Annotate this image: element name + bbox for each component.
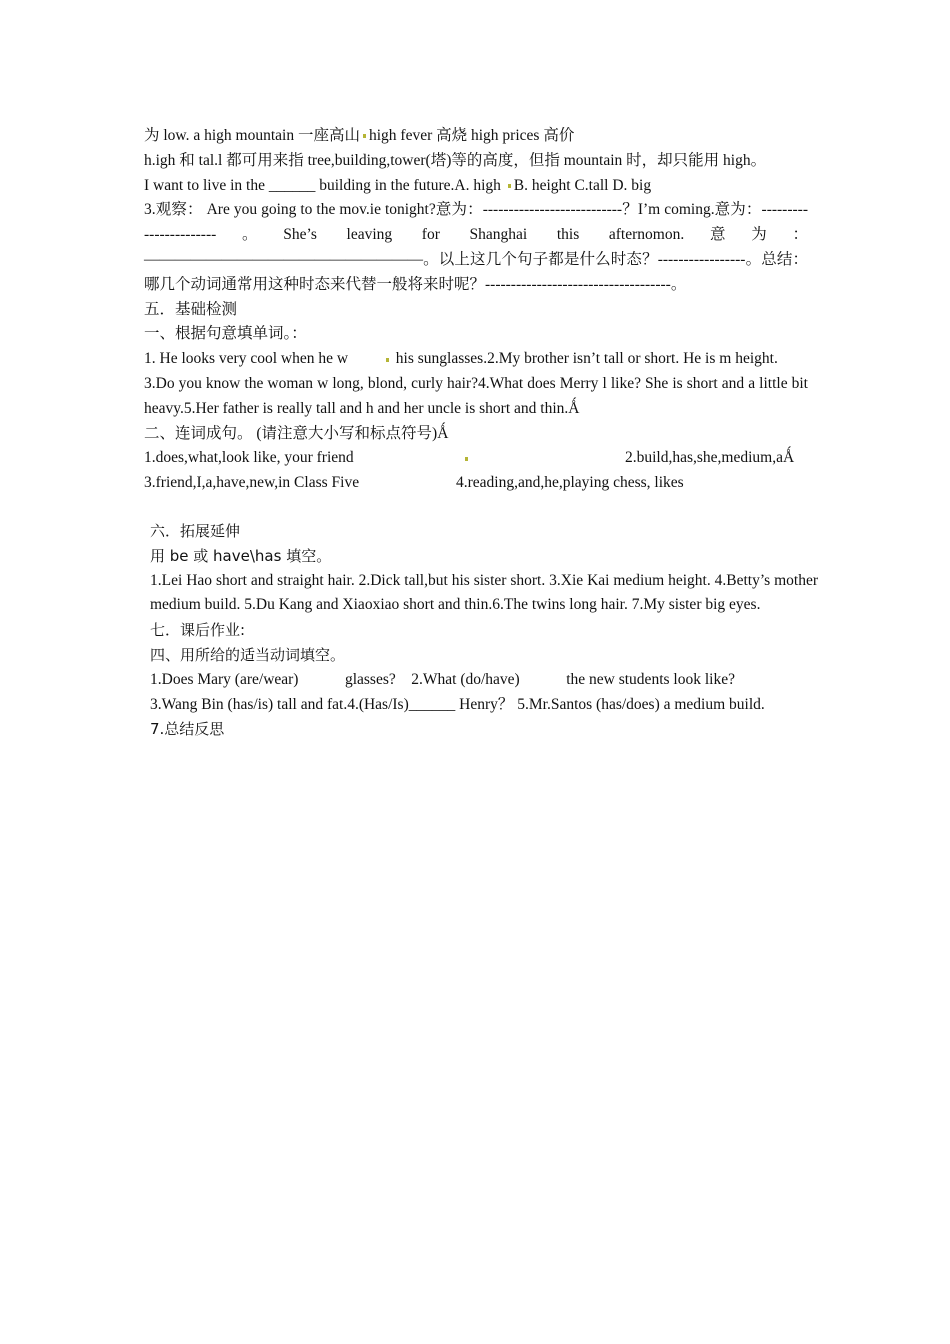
text-q1-start: 1. He looks very cool when he w [144,350,349,368]
line-want-to-live [144,174,808,199]
exercise-sentence-row-2 [144,471,808,496]
text-options: B. height C.tall D. big [513,176,652,194]
exercise-verb-3: 3.Wang Bin (has/is) tall and fat.4.(Has/Is)______ Henry？ 5.Mr.Santos (has/does) a medium build. [150,695,765,713]
exercise-fill-3: 3.Do you know the woman w long, blond, curly hair?4.What does Merry l like? She is short and a little bit heavy.5.Her father is really tall and h and her uncle is short and thin.Ǻ [144,374,808,417]
heading-be-have: 用 be 或 have\has 填空。 [150,546,332,565]
text-question-stem: I want to live in the ______ building in the future.A. high [144,176,505,194]
mark-dot [386,358,389,362]
paragraph-observe: 3.观察： Are you going to the mov.ie tonight?意为：---------------------------？I’m coming.意为：-----------------------。She’s leaving for Shanghai this afternomon.意为：——————————————————。以上这几个句子都是什么时态？-----------------。总结：哪几个动词通常用这种时态来代替一般将来时呢？------------------------------------。 [144,201,808,293]
heading-homework: 七．课后作业: [150,621,246,640]
section-lower [150,519,818,742]
sentence-3: 3.friend,I,a,have,new,in Class Five [144,474,360,492]
sentence-2: 2.build,has,she,medium,aǺ [625,449,795,467]
line-high-mountain [144,124,808,149]
heading-summary: 7.总结反思 [150,720,225,739]
sentence-gap [462,446,625,471]
mark-dot [508,184,511,188]
exercise-fill-1 [144,347,808,372]
text-high-fever: high fever 高烧 high prices 高价 [368,127,575,144]
heading-fill-words: 一、根据句意填单词。： [144,325,307,343]
line-high-tall-usage: h.igh 和 tal.l 都可用来指 tree,building,tower(塔)等的高度，但指 mountain 时，却只能用 high。 [144,151,767,169]
exercise-be-have: 1.Lei Hao short and straight hair. 2.Dick tall,but his sister short. 3.Xie Kai medium height. 4.Betty’s mother medium build. 5.Du Kang and Xiaoxiao short and thin.6.The twins long hair. 7.My sister big eyes. [150,571,818,614]
sentence-4: 4.reading,and,he,playing chess, likes [456,474,684,492]
heading-verb-fill: 四、用所给的适当动词填空。 [150,645,346,664]
heading-basic-test: 五．基础检测 [144,300,238,318]
heading-extension: 六．拓展延伸 [150,522,241,540]
heading-make-sentences: 二、连词成句。 (请注意大小写和标点符号)Ǻ [144,424,449,442]
sentence-1: 1.does,what,look like, your friend [144,449,354,467]
text-q1-rest: his sunglasses.2.My brother isn’t tall or short. He is m height. [391,350,778,368]
exercise-sentence-row-1 [144,446,808,471]
section-upper [144,124,808,496]
mark-dot [363,134,366,138]
exercise-verb-1: 1.Does Mary (are/wear) glasses? 2.What (do/have) the new students look like? [150,670,735,688]
mark-dot [465,457,468,461]
text-high-mountain: 为 low. a high mountain 一座高山 [144,127,360,144]
